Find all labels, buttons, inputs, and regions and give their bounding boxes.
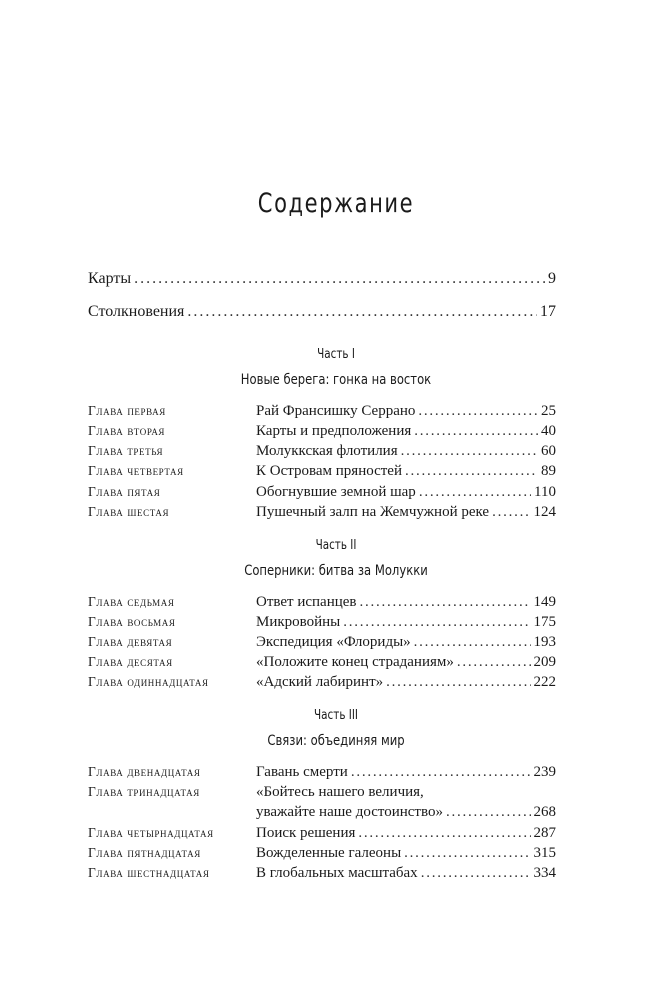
leader-dots xyxy=(405,463,538,480)
part-title: Новые берега: гонка на восток xyxy=(240,372,432,388)
chapter-page: 287 xyxy=(533,825,556,841)
leader-dots xyxy=(351,764,531,781)
chapter-title: Микровойны xyxy=(256,614,341,630)
chapter-number: Глава четырнадцатая xyxy=(88,825,214,840)
chapter-title-line2: уважайте наше достоинство» xyxy=(256,804,443,820)
leader-dots xyxy=(404,845,530,862)
chapter-page: 149 xyxy=(533,594,556,610)
entry-page: 17 xyxy=(540,303,556,320)
part-title: Соперники: битва за Молукки xyxy=(244,563,428,579)
chapter-number: Глава девятая xyxy=(88,634,173,649)
entry-title: Столкновения xyxy=(88,303,185,320)
chapter-number: Глава шестая xyxy=(88,504,170,519)
toc-row[interactable] xyxy=(88,865,556,885)
toc-row[interactable] xyxy=(88,504,556,524)
chapter-page: 193 xyxy=(533,634,556,650)
toc-row[interactable] xyxy=(88,764,556,784)
chapter-number: Глава третья xyxy=(88,443,164,458)
chapter-page: 222 xyxy=(533,674,556,690)
part-label: Часть I xyxy=(317,347,355,362)
chapter-number: Глава двенадцатая xyxy=(88,764,201,779)
chapter-title: К Островам пряностей xyxy=(256,463,402,479)
leader-dots xyxy=(414,423,538,440)
chapter-title: Обогнувшие земной шар xyxy=(256,484,416,500)
toc-row[interactable] xyxy=(88,845,556,865)
leader-dots xyxy=(386,674,530,691)
chapter-number: Глава тринадцатая xyxy=(88,784,200,799)
chapter-page: 25 xyxy=(541,403,556,419)
chapter-title: «Положите конец страданиям» xyxy=(256,654,454,670)
entry-page: 9 xyxy=(548,270,556,287)
toc-row[interactable] xyxy=(88,614,556,634)
chapter-number: Глава вторая xyxy=(88,423,166,438)
leader-dots xyxy=(414,634,531,651)
chapter-title: Рай Франсишку Серрано xyxy=(256,403,416,419)
chapter-title: Экспедиция «Флориды» xyxy=(256,634,411,650)
part-title: Связи: объединяя мир xyxy=(267,733,405,749)
chapter-title: «Адский лабиринт» xyxy=(256,674,384,690)
chapter-page: 60 xyxy=(541,443,556,459)
leader-dots xyxy=(401,443,538,460)
leader-dots xyxy=(457,654,531,671)
page-title: Содержание xyxy=(257,188,415,219)
chapter-number: Глава восьмая xyxy=(88,614,176,629)
chapter-title: Карты и предположения xyxy=(256,423,412,439)
entry-title: Карты xyxy=(88,270,132,287)
chapter-number: Глава четвертая xyxy=(88,463,184,478)
chapter-number: Глава пятая xyxy=(88,484,161,499)
part-label: Часть II xyxy=(315,538,357,553)
toc-row[interactable] xyxy=(88,634,556,654)
chapter-number: Глава седьмая xyxy=(88,594,175,609)
toc-row[interactable] xyxy=(88,484,556,504)
toc-entry-maps[interactable] xyxy=(88,270,556,288)
chapter-number: Глава шестнадцатая xyxy=(88,865,210,880)
chapter-page: 124 xyxy=(533,504,556,520)
chapter-page: 315 xyxy=(533,845,556,861)
toc-row[interactable] xyxy=(88,443,556,463)
leader-dots xyxy=(446,804,531,821)
leader-dots xyxy=(134,270,545,288)
chapter-title: «Бойтесь нашего величия, xyxy=(256,784,424,800)
chapter-page: 239 xyxy=(533,764,556,780)
chapter-number: Глава десятая xyxy=(88,654,173,669)
leader-dots xyxy=(358,825,530,842)
toc-row[interactable] xyxy=(88,674,556,694)
leader-dots xyxy=(360,594,531,611)
leader-dots xyxy=(187,303,537,321)
toc-row[interactable] xyxy=(88,825,556,845)
toc-row[interactable] xyxy=(88,784,556,824)
leader-dots xyxy=(419,484,531,501)
chapter-page: 175 xyxy=(533,614,556,630)
chapter-title: Вожделенные галеоны xyxy=(256,845,402,861)
toc-row[interactable] xyxy=(88,594,556,614)
toc-row[interactable] xyxy=(88,654,556,674)
chapter-page: 334 xyxy=(533,865,556,881)
chapter-page: 40 xyxy=(541,423,556,439)
chapter-page: 89 xyxy=(541,463,556,479)
toc-row[interactable] xyxy=(88,463,556,483)
chapter-title: Гавань смерти xyxy=(256,764,348,780)
leader-dots xyxy=(421,865,531,882)
leader-dots xyxy=(492,504,530,521)
chapter-number: Глава одиннадцатая xyxy=(88,674,209,689)
chapter-page: 268 xyxy=(533,804,556,820)
chapter-title: Молуккская флотилия xyxy=(256,443,398,459)
chapter-page: 110 xyxy=(534,484,556,500)
chapter-page: 209 xyxy=(533,654,556,670)
chapter-title: Пушечный залп на Жемчужной реке xyxy=(256,504,490,520)
chapter-number: Глава пятнадцатая xyxy=(88,845,201,860)
chapter-number: Глава первая xyxy=(88,403,166,418)
toc-entry-collisions[interactable] xyxy=(88,303,556,321)
toc-row[interactable] xyxy=(88,403,556,423)
chapter-title: Ответ испанцев xyxy=(256,594,357,610)
chapter-title: Поиск решения xyxy=(256,825,356,841)
chapter-title: В глобальных масштабах xyxy=(256,865,418,881)
leader-dots xyxy=(418,403,538,420)
toc-row[interactable] xyxy=(88,423,556,443)
leader-dots xyxy=(343,614,530,631)
part-label: Часть III xyxy=(314,708,358,723)
